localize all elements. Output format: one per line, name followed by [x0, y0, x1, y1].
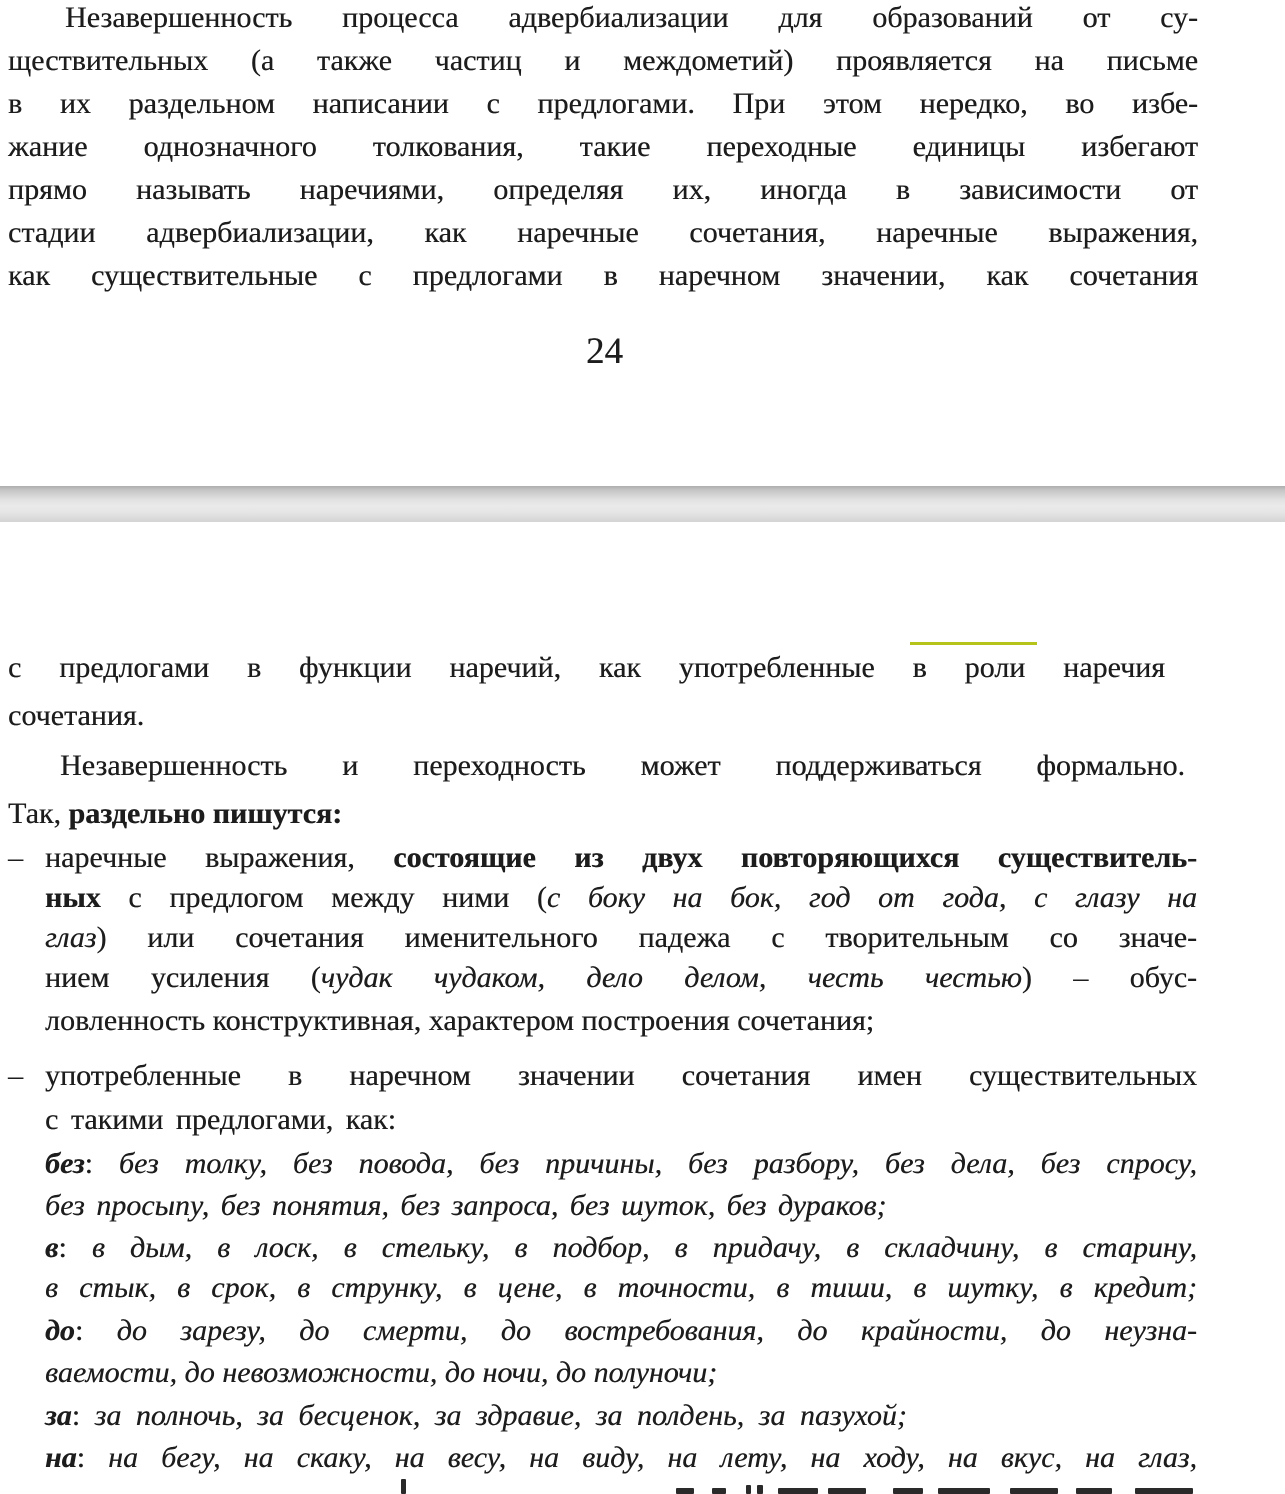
page2-line — [45, 1313, 1197, 1349]
text-run: с предлогом между ними ( — [100, 881, 547, 914]
text-run: : — [58, 1231, 92, 1264]
text-run-italic: в дым, в лоск, в стельку, в подбор, в придачу, в складчину, в старину, — [91, 1231, 1197, 1264]
text-run: : — [74, 1314, 117, 1347]
page-number: 24 — [586, 331, 623, 372]
clipped-line-fragment — [757, 1485, 763, 1494]
text-run: : — [76, 1441, 109, 1474]
text-run-italic: с боку на бок, год от года, с глазу на — [546, 881, 1197, 914]
page2-line — [45, 1003, 874, 1039]
text-run: жание однозначного толкования, такие переходные единицы избегают — [8, 130, 1198, 163]
text-run: ) или сочетания именительного падежа с творительным со значе- — [96, 921, 1197, 954]
text-run-italic: глаз — [45, 921, 97, 954]
text-run: как существительные с предлогами в наречном значении, как сочетания — [8, 259, 1198, 292]
clipped-line-fragment — [712, 1488, 726, 1494]
text-run: ществительных (а также частиц и междометий) проявляется на письме — [8, 44, 1198, 77]
text-run: сочетания. — [8, 699, 145, 732]
text-run-italic: чудак чудаком, дело делом, честь честью — [320, 961, 1022, 994]
text-run-italic: ваемости, до невозможности, до ночи, до полуночи; — [45, 1356, 718, 1389]
highlight-overline-phrase: в роли — [912, 651, 1026, 684]
text-run: с такими предлогами, как: — [45, 1103, 396, 1136]
page2-line — [45, 1398, 907, 1434]
text-run: Незавершенность процесса адвербиализации для образований от су- — [65, 1, 1198, 34]
text-run-italic: до зарезу, до смерти, до востребования, до крайности, до неузна- — [116, 1314, 1197, 1347]
text-run-bold: ных — [45, 881, 101, 914]
list-dash: – — [8, 1059, 23, 1092]
text-run-bold-italic: без — [45, 1147, 85, 1180]
text-run: в их раздельном написании с предлогами. При этом нередко, во избе- — [8, 87, 1198, 120]
page2-line — [8, 796, 342, 832]
page2-line — [8, 748, 1185, 784]
text-run-italic: без просыпу, без понятия, без запроса, без шуток, без дураков; — [45, 1189, 887, 1222]
text-run: наречия — [1025, 651, 1165, 684]
text-run: : — [71, 1399, 95, 1432]
clipped-line-fragment — [746, 1485, 751, 1494]
clipped-line-fragment — [1010, 1488, 1058, 1494]
text-run-bold-italic: в — [45, 1231, 59, 1264]
page2-line — [45, 1270, 1197, 1306]
page1-line — [8, 172, 1198, 208]
page2-line — [45, 960, 1197, 996]
clipped-line-fragment — [676, 1488, 694, 1494]
page1-line — [8, 258, 1198, 294]
text-run: нием усиления ( — [45, 961, 321, 994]
page1-line — [8, 0, 1198, 36]
text-run-bold: раздельно пишутся: — [68, 797, 343, 830]
text-run: Так, — [8, 797, 69, 830]
clipped-line-fragment — [893, 1488, 923, 1494]
text-run-italic: на бегу, на скаку, на весу, на виду, на лету, на ходу, на вкус, на глаз, — [108, 1441, 1197, 1474]
page2-line — [8, 650, 1165, 686]
page1-line — [8, 43, 1198, 79]
page2-line — [45, 1440, 1197, 1476]
page1-line — [8, 215, 1198, 251]
clipped-line-fragment — [1076, 1488, 1112, 1494]
page2-line — [45, 1102, 396, 1138]
page1-line — [8, 129, 1198, 165]
clipped-line-fragment — [1135, 1488, 1193, 1494]
text-run: : — [84, 1147, 119, 1180]
page2-line — [45, 1230, 1197, 1266]
text-run-bold-italic: на — [45, 1441, 77, 1474]
page2-line — [45, 920, 1197, 956]
text-run-bold-italic: до — [45, 1314, 75, 1347]
page2-line — [8, 698, 144, 734]
text-run-bold-italic: за — [45, 1399, 72, 1432]
page2-line — [45, 1146, 1197, 1182]
clipped-line-fragment — [828, 1488, 866, 1494]
text-run: с предлогами в функции наречий, как употребленные — [8, 651, 913, 684]
text-run-bold: состоящие из двух повторяющихся существитель- — [393, 841, 1198, 874]
text-run: наречные выражения, — [45, 841, 394, 874]
page2-line — [45, 1188, 886, 1224]
page2-bullet-line — [8, 840, 1198, 876]
list-dash: – — [8, 841, 23, 874]
page-separator-band — [0, 486, 1285, 522]
text-run: ловленность конструктивная, характером построения сочетания; — [45, 1004, 875, 1037]
text-run: Незавершенность и переходность может поддерживаться формально. — [60, 749, 1185, 782]
text-run: стадии адвербиализации, как наречные сочетания, наречные выражения, — [8, 216, 1198, 249]
page1-line — [8, 86, 1198, 122]
page2-bullet-line — [8, 1058, 1197, 1094]
text-run: употребленные в наречном значении сочетания имен существительных — [45, 1059, 1197, 1092]
clipped-line-fragment — [401, 1479, 406, 1494]
clipped-line-fragment — [938, 1488, 990, 1494]
page2-line — [45, 880, 1197, 916]
text-run-italic: в стык, в срок, в струнку, в цене, в точности, в тиши, в шутку, в кредит; — [45, 1271, 1197, 1304]
text-run-italic: за полночь, за бесценок, за здравие, за полдень, за пазухой; — [94, 1399, 907, 1432]
text-run: ) – обус- — [1021, 961, 1197, 994]
page2-line — [45, 1355, 717, 1391]
text-run: прямо называть наречиями, определяя их, иногда в зависимости от — [8, 173, 1198, 206]
text-run-italic: без толку, без повода, без причины, без разбору, без дела, без спросу, — [118, 1147, 1198, 1180]
clipped-line-fragment — [778, 1488, 818, 1494]
